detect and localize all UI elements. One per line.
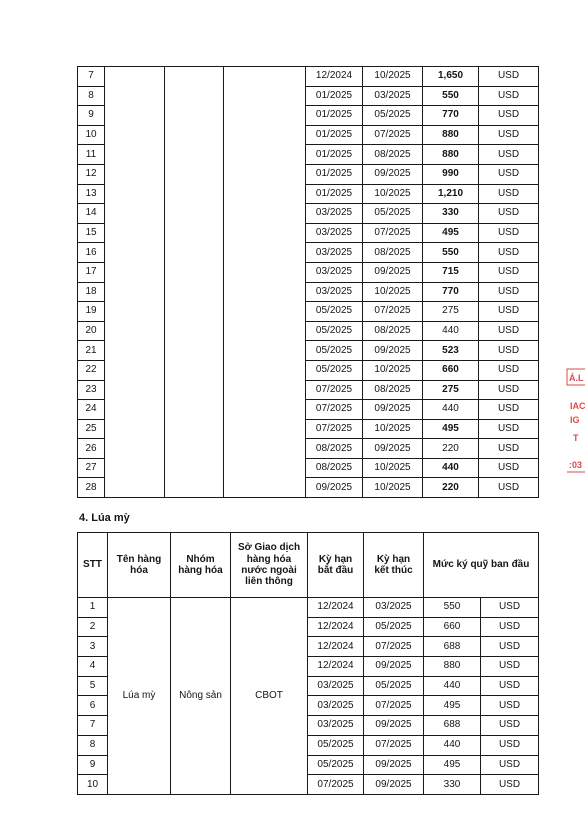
- margin-amount-cell: 715: [423, 262, 479, 282]
- stt-cell: 1: [78, 598, 108, 618]
- currency-cell: USD: [479, 86, 539, 106]
- start-term-cell: 07/2025: [306, 419, 363, 439]
- end-term-cell: 07/2025: [364, 637, 424, 657]
- currency-cell: USD: [481, 775, 539, 795]
- stt-cell: 4: [78, 657, 108, 677]
- wheat-margin-table: [77, 532, 539, 795]
- end-term-cell: 09/2025: [363, 164, 423, 184]
- stt-cell: 24: [78, 400, 105, 420]
- stt-cell: 12: [78, 164, 105, 184]
- end-term-cell: 07/2025: [364, 696, 424, 716]
- currency-cell: USD: [479, 145, 539, 165]
- table-header-row: [78, 533, 539, 598]
- margin-amount-cell: 770: [423, 282, 479, 302]
- stt-cell: 20: [78, 321, 105, 341]
- margin-amount-cell: 495: [423, 419, 479, 439]
- currency-cell: USD: [479, 419, 539, 439]
- stt-cell: 26: [78, 439, 105, 459]
- header-start-term-label: Kỳ hạn bắt đầu: [317, 553, 354, 576]
- margin-amount-cell: 440: [424, 735, 481, 755]
- stt-cell: 28: [78, 478, 105, 498]
- red-stamp: [558, 362, 585, 478]
- currency-cell: USD: [481, 657, 539, 677]
- currency-cell: USD: [479, 184, 539, 204]
- start-term-cell: 01/2025: [306, 184, 363, 204]
- currency-cell: USD: [481, 755, 539, 775]
- start-term-cell: 05/2025: [306, 302, 363, 322]
- stt-cell: 5: [78, 676, 108, 696]
- currency-cell: USD: [479, 341, 539, 361]
- currency-cell: USD: [479, 243, 539, 263]
- start-term-cell: 01/2025: [306, 145, 363, 165]
- stt-cell: 19: [78, 302, 105, 322]
- currency-cell: USD: [479, 106, 539, 126]
- end-term-cell: 07/2025: [363, 302, 423, 322]
- currency-cell: USD: [479, 400, 539, 420]
- end-term-cell: 03/2025: [364, 598, 424, 618]
- currency-cell: USD: [479, 223, 539, 243]
- margin-amount-cell: 330: [423, 204, 479, 224]
- margin-table-continued: [77, 66, 539, 498]
- currency-cell: USD: [479, 380, 539, 400]
- margin-amount-cell: 1,650: [423, 67, 479, 87]
- stamp-fragment: IG: [570, 415, 580, 425]
- stt-cell: 13: [78, 184, 105, 204]
- wheat-table-header: [78, 533, 539, 598]
- header-end-term-label: Kỳ hạn kết thúc: [374, 553, 413, 576]
- end-term-cell: 05/2025: [364, 676, 424, 696]
- stt-cell: 9: [78, 106, 105, 126]
- stt-cell: 10: [78, 125, 105, 145]
- margin-amount-cell: 770: [423, 106, 479, 126]
- margin-amount-cell: 495: [424, 696, 481, 716]
- start-term-cell: 05/2025: [306, 321, 363, 341]
- stt-cell: 8: [78, 735, 108, 755]
- currency-cell: USD: [481, 735, 539, 755]
- margin-amount-cell: 440: [423, 458, 479, 478]
- currency-cell: USD: [481, 716, 539, 736]
- currency-cell: USD: [481, 696, 539, 716]
- header-end-term: [364, 533, 424, 598]
- margin-amount-cell: 880: [423, 145, 479, 165]
- start-term-cell: 03/2025: [306, 262, 363, 282]
- margin-amount-cell: 275: [423, 302, 479, 322]
- margin-amount-cell: 495: [424, 755, 481, 775]
- header-stt: [78, 533, 108, 598]
- header-commodity-group-label: Nhóm hàng hóa: [178, 553, 223, 576]
- header-exchange-label: Sở Giao dịch hàng hóa nước ngoài liên thông: [237, 542, 301, 588]
- end-term-cell: 10/2025: [363, 360, 423, 380]
- margin-table-continued-body: [78, 67, 539, 498]
- table-row: [78, 67, 539, 87]
- stt-cell: 2: [78, 617, 108, 637]
- margin-amount-cell: 275: [423, 380, 479, 400]
- currency-cell: USD: [479, 458, 539, 478]
- currency-cell: USD: [481, 617, 539, 637]
- stt-cell: 23: [78, 380, 105, 400]
- end-term-cell: 07/2025: [363, 223, 423, 243]
- end-term-cell: 10/2025: [363, 419, 423, 439]
- margin-amount-cell: 330: [424, 775, 481, 795]
- end-term-cell: 08/2025: [363, 145, 423, 165]
- table-row: [78, 598, 539, 618]
- stt-cell: 9: [78, 755, 108, 775]
- start-term-cell: 07/2025: [308, 775, 364, 795]
- start-term-cell: 03/2025: [308, 716, 364, 736]
- margin-amount-cell: 440: [423, 321, 479, 341]
- stt-cell: 15: [78, 223, 105, 243]
- start-term-cell: 03/2025: [306, 243, 363, 263]
- margin-amount-cell: 660: [423, 360, 479, 380]
- end-term-cell: 03/2025: [363, 86, 423, 106]
- end-term-cell: 09/2025: [364, 755, 424, 775]
- stt-cell: 25: [78, 419, 105, 439]
- currency-cell: USD: [479, 262, 539, 282]
- start-term-cell: 01/2025: [306, 164, 363, 184]
- start-term-cell: 09/2025: [306, 478, 363, 498]
- commodity-name-cell: Lúa mỳ: [108, 598, 171, 795]
- start-term-cell: 01/2025: [306, 125, 363, 145]
- margin-amount-cell: 880: [424, 657, 481, 677]
- stt-cell: 16: [78, 243, 105, 263]
- stt-cell: 7: [78, 716, 108, 736]
- currency-cell: USD: [479, 204, 539, 224]
- end-term-cell: 09/2025: [364, 657, 424, 677]
- margin-amount-cell: 523: [423, 341, 479, 361]
- margin-amount-cell: 660: [424, 617, 481, 637]
- currency-cell: USD: [479, 360, 539, 380]
- merged-commodity-group-cell: [165, 67, 224, 498]
- end-term-cell: 07/2025: [364, 735, 424, 755]
- margin-amount-cell: 880: [423, 125, 479, 145]
- start-term-cell: 12/2024: [308, 617, 364, 637]
- end-term-cell: 09/2025: [364, 775, 424, 795]
- header-commodity-name: [108, 533, 171, 598]
- margin-amount-cell: 990: [423, 164, 479, 184]
- end-term-cell: 08/2025: [363, 321, 423, 341]
- end-term-cell: 09/2025: [363, 341, 423, 361]
- end-term-cell: 10/2025: [363, 67, 423, 87]
- start-term-cell: 05/2025: [308, 735, 364, 755]
- end-term-cell: 05/2025: [364, 617, 424, 637]
- header-initial-margin: [424, 533, 539, 598]
- start-term-cell: 05/2025: [306, 341, 363, 361]
- currency-cell: USD: [481, 637, 539, 657]
- margin-amount-cell: 440: [423, 400, 479, 420]
- currency-cell: USD: [481, 598, 539, 618]
- end-term-cell: 09/2025: [363, 400, 423, 420]
- start-term-cell: 05/2025: [306, 360, 363, 380]
- section-heading: 4. Lúa mỳ: [79, 512, 130, 524]
- margin-amount-cell: 220: [423, 439, 479, 459]
- currency-cell: USD: [479, 439, 539, 459]
- start-term-cell: 08/2025: [306, 458, 363, 478]
- end-term-cell: 10/2025: [363, 458, 423, 478]
- end-term-cell: 08/2025: [363, 380, 423, 400]
- stamp-fragment: T: [573, 433, 579, 443]
- end-term-cell: 09/2025: [363, 439, 423, 459]
- start-term-cell: 05/2025: [308, 755, 364, 775]
- start-term-cell: 03/2025: [306, 282, 363, 302]
- stt-cell: 8: [78, 86, 105, 106]
- currency-cell: USD: [479, 125, 539, 145]
- stamp-fragment: Á.L: [569, 373, 584, 383]
- end-term-cell: 10/2025: [363, 282, 423, 302]
- stamp-fragment: IAC: [570, 401, 585, 411]
- currency-cell: USD: [479, 282, 539, 302]
- start-term-cell: 01/2025: [306, 86, 363, 106]
- end-term-cell: 08/2025: [363, 243, 423, 263]
- start-term-cell: 12/2024: [306, 67, 363, 87]
- start-term-cell: 01/2025: [306, 106, 363, 126]
- header-commodity-name-label: Tên hàng hóa: [116, 553, 162, 576]
- header-commodity-group: [171, 533, 231, 598]
- header-start-term: [308, 533, 364, 598]
- stt-cell: 14: [78, 204, 105, 224]
- start-term-cell: 07/2025: [306, 400, 363, 420]
- end-term-cell: 09/2025: [364, 716, 424, 736]
- commodity-group-cell: Nông sản: [171, 598, 231, 795]
- end-term-cell: 05/2025: [363, 106, 423, 126]
- margin-amount-cell: 550: [423, 243, 479, 263]
- margin-amount-cell: 550: [423, 86, 479, 106]
- stt-cell: 6: [78, 696, 108, 716]
- margin-amount-cell: 495: [423, 223, 479, 243]
- end-term-cell: 09/2025: [363, 262, 423, 282]
- stt-cell: 17: [78, 262, 105, 282]
- header-stt-label: STT: [83, 559, 102, 570]
- start-term-cell: 03/2025: [308, 676, 364, 696]
- end-term-cell: 10/2025: [363, 478, 423, 498]
- stt-cell: 21: [78, 341, 105, 361]
- currency-cell: USD: [479, 164, 539, 184]
- start-term-cell: 12/2024: [308, 657, 364, 677]
- header-initial-margin-label: Mức ký quỹ ban đầu: [432, 559, 530, 570]
- margin-amount-cell: 688: [424, 716, 481, 736]
- margin-amount-cell: 550: [424, 598, 481, 618]
- start-term-cell: 03/2025: [308, 696, 364, 716]
- stt-cell: 10: [78, 775, 108, 795]
- header-exchange: [231, 533, 308, 598]
- exchange-cell: CBOT: [231, 598, 308, 795]
- currency-cell: USD: [479, 478, 539, 498]
- end-term-cell: 07/2025: [363, 125, 423, 145]
- merged-commodity-name-cell: [105, 67, 165, 498]
- stt-cell: 27: [78, 458, 105, 478]
- start-term-cell: 12/2024: [308, 637, 364, 657]
- stt-cell: 11: [78, 145, 105, 165]
- start-term-cell: 03/2025: [306, 204, 363, 224]
- stamp-fragment: :03: [569, 460, 583, 470]
- start-term-cell: 03/2025: [306, 223, 363, 243]
- merged-exchange-cell: [224, 67, 306, 498]
- currency-cell: USD: [481, 676, 539, 696]
- start-term-cell: 08/2025: [306, 439, 363, 459]
- wheat-table-body: [78, 598, 539, 795]
- end-term-cell: 10/2025: [363, 184, 423, 204]
- stt-cell: 22: [78, 360, 105, 380]
- stt-cell: 18: [78, 282, 105, 302]
- start-term-cell: 07/2025: [306, 380, 363, 400]
- currency-cell: USD: [479, 302, 539, 322]
- end-term-cell: 05/2025: [363, 204, 423, 224]
- stt-cell: 7: [78, 67, 105, 87]
- currency-cell: USD: [479, 67, 539, 87]
- margin-amount-cell: 440: [424, 676, 481, 696]
- margin-amount-cell: 1,210: [423, 184, 479, 204]
- stt-cell: 3: [78, 637, 108, 657]
- margin-amount-cell: 688: [424, 637, 481, 657]
- start-term-cell: 12/2024: [308, 598, 364, 618]
- margin-amount-cell: 220: [423, 478, 479, 498]
- currency-cell: USD: [479, 321, 539, 341]
